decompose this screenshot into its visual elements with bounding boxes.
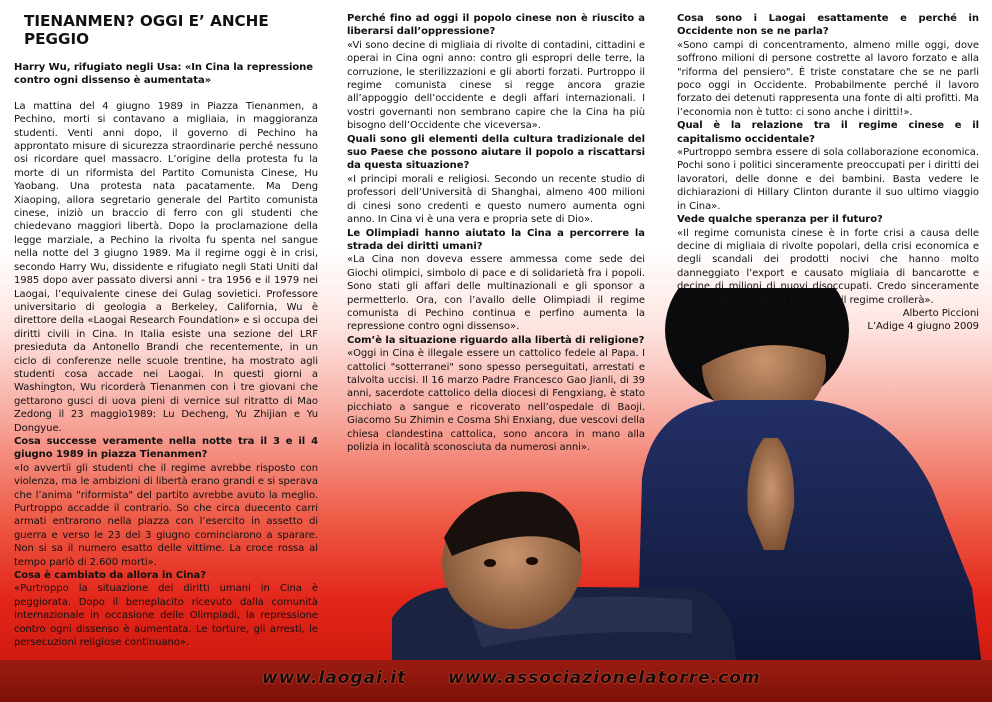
footer-band [0,660,992,702]
answer: «Purtroppo la situazione dei diritti umani in Cina è peggiorata. Dopo il beneplacito ricevuto dalla comunità internazionale in occasione delle Olimpiadi, la repressione contro ogni dissenso è aumentata. Le torture, gli arresti, le persecuzioni religiose continuano». [14,583,318,649]
column-1 [14,12,318,649]
article-source: L’Adige 4 giugno 2009 [867,321,979,333]
answer: «Oggi in Cina è illegale essere un cattolico fedele al Papa. I cattolici "sotterranei" sono spesso perseguitati, arrestati e talvolta uccisi. Il 16 marzo Padre Francesco Gao Jianli, di 39 anni, sacerdote cattolico della diocesi di Fengxiang, è stato picchiato a sangue e ricoverato nell’ospedale di Baoji. Giacomo Su Zhimin e Cosma Shi Enxiang, due vescovi della chiesa clandestina cattolica, sono ancora in mano alla polizia in località sconosciuta da numerosi anni». [347,348,645,453]
answer: «La Cina non doveva essere ammessa come sede dei Giochi olimpici, simbolo di pace e di solidarietà fra i popoli. Sono stati gli affari delle multinazionali e gli sponsor a permetterlo. Ora, con l’avallo delle Olimpiadi il regime comunista di Pechino continua e perfino aumenta la repressione contro ogni dissenso». [347,254,645,333]
answer: «Io avvertii gli studenti che il regime avrebbe risposto con violenza, ma le ambizioni di libertà erano grandi e si sperava che l’anima "riformista" del partito avrebbe avuto la meglio. Purtroppo accadde il contrario. So che circa duecento carri armati entrarono nella piazza con l’esercito in assetto di guerra e verso le 23 del 3 giugno cominciarono a sparare. Non si sa il numero esatto delle vittime. La croce rossa al tempo parlò di 2.600 morti». [14,462,318,568]
answer: «Il regime comunista cinese è in forte crisi a causa delle decine di migliaia di rivolte popolari, della crisi economica e degli scandali dei prodotti nocivi che hanno molto danneggiato l’export e causato migliaia di bancarotte e decine di milioni di nuovi disoccupati. Credo sinceramente che sia solo questione di tempo: il regime crollerà». [677,227,979,306]
article-intro: La mattina del 4 giugno 1989 in Piazza Tienanmen, a Pechino, morti si contavano a migliaia, in maggioranza studenti. Venti anni dopo, il governo di Pechino ha approntato misure di sicurezza straordinarie perché nessuno osi ricordare quel massacro. L’origine della protesta fu la morte di un riformista del Partito Comunista Cinese, Hu Yaobang. Una protesta nata pacatamente. Ma Deng Xiaoping, allora segretario generale del Partito comunista cinese, iniziò un braccio di ferro con gli studenti che chiedevano maggiori libertà. Dopo la proclamazione della legge marziale, a Pechino la rivolta fu spenta nel sangue nella notte del 3 giugno 1989. Ma il regime oggi è in crisi, secondo Harry Wu, dissidente e rifugiato negli Stati Uniti dal 1985 dopo aver passato diversi anni - tra 1956 e il 1979 nei Laogai, l’equivalente cinese dei Gulag sovietici. Professore universitario di geologia a Berkeley, California, Wu è direttore della «Laogai Research Foundation» e si occupa dei diritti civili in Cina. In Italia esiste una sezione del LRF presieduta da Antonello Brandi che recentemente, in un ciclo di conferenze nelle scuole trentine, ha mostrato agli studenti cosa accade nei Laogai. In questi giorni a Washington, Wu ricorderà Tienanmen con i tre giovani che gettarono gusci di uova pieni di vernice sul ritratto di Mao Zedong il 23 maggio1989: Lu Decheng, Yu Zhijian e Yu Dongyue. [14,100,318,434]
associazione-website-link[interactable]: www.associazionelatorre.com [448,668,761,688]
question: Cosa successe veramente nella notte tra il 3 e il 4 giugno 1989 in piazza Tienanmen? [14,435,318,461]
question: Cosa sono i Laogai esattamente e perché in Occidente non se ne parla? [677,13,979,38]
column-3 [677,12,979,334]
question: Qual è la relazione tra il regime cinese e il capitalismo occidentale? [677,120,979,145]
answer: «Purtroppo sembra essere di sola collaborazione economica. Pochi sono i politici sinceramente preoccupati per i diritti dei lavoratori, delle donne e dei bambini. Basta vedere le dichiarazioni di Hillary Clinton durante il suo ultimo viaggio in Cina». [677,147,979,212]
question: Le Olimpiadi hanno aiutato la Cina a percorrere la strada dei diritti umani? [347,227,645,252]
question: Quali sono gli elementi della cultura tradizionale del suo Paese che possono aiutare il popolo a riscattarsi da questa situazione? [347,133,645,172]
question: Cosa è cambiato da allora in Cina? [14,570,207,582]
question: Vede qualche speranza per il futuro? [677,214,883,226]
question: Com’è la situazione riguardo alla libertà di religione? [347,334,645,346]
article-title: TIENANMEN? OGGI E’ ANCHE PEGGIO [24,12,269,48]
question: Perché fino ad oggi il popolo cinese non è riuscito a liberarsi dall’oppressione? [347,13,645,38]
answer: «Sono campi di concentramento, almeno mille oggi, dove soffrono milioni di persone costrette al lavoro forzato e alla "riforma del pensiero". È triste constatare che se ne parli poco oggi in Occidente. Probabilmente perché il lavoro forzato dei detenuti rappresenta una fonte di alti profitti. Ma l’economia non è tutto: ci sono anche i diritti!». [677,39,979,118]
article-author: Alberto Piccioni [902,307,979,319]
praying-woman-and-child-photo [392,288,992,666]
laogai-website-link[interactable]: www.laogai.it [262,668,407,688]
article-subtitle: Harry Wu, rifugiato negli Usa: «In Cina la repressione contro ogni dissenso è aumentata» [14,62,313,87]
answer: «I principi morali e religiosi. Secondo un recente studio di professori dell’Università di Shanghai, almeno 400 milioni di cinesi sono credenti e questo numero aumenta ogni anno. In Cina vi è una vera e propria sete di Dio». [347,173,645,226]
answer: «Vi sono decine di migliaia di rivolte di contadini, cittadini e operai in Cina ogni anno: contro gli espropri delle terre, la corruzione, le sterilizzazioni e gli aborti forzati. Purtroppo il regime comunista cinese si regge ancora grazie all’appoggio dell’occidente e degli affari internazionali. I vostri governanti non sembrano capire che la Cina ha più bisogno dell’Occidente che viceversa». [347,39,645,132]
